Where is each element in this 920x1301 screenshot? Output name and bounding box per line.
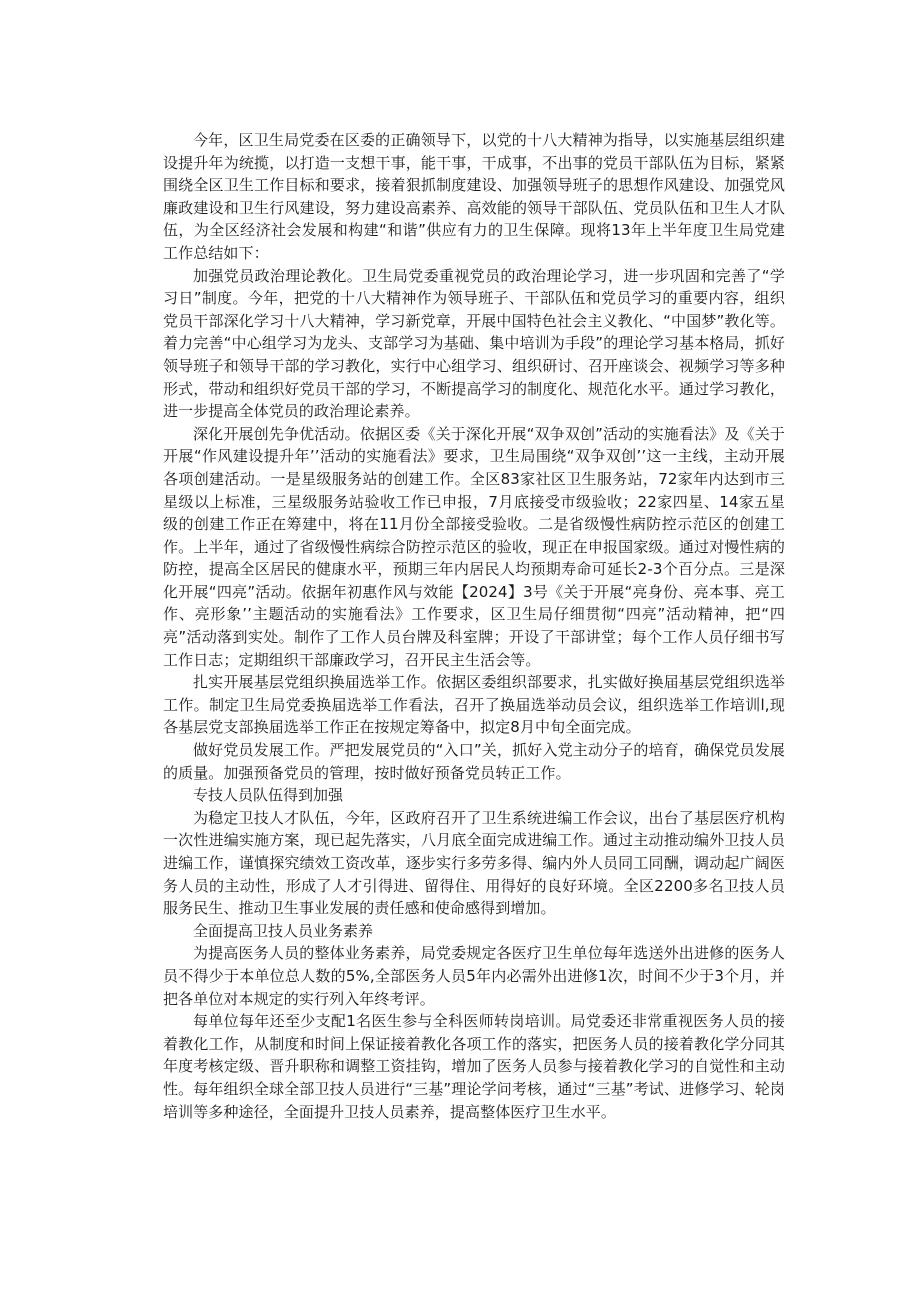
section-heading-quality: 全面提高卫技人员业务素养: [193, 921, 374, 940]
excellence-activity-paragraph: 深化开展创先争优活动。依据区委《关于深化开展“双争双创”活动的实施看法》及《关于开展“作风建设提升年’’活动的实施看法》要求，卫生局围绕“双争双创’’这一主线，主动开展各项创建活动。一是星级服务站的创建工作。全区83家社区卫生服务站，72家年内达到市三星级以上标准，三星级服务站验收工作已申报，7月底接受市级验收；22家四星、14家五星级的创建工作正在筹建中，将在11月份全部接受验收。二是省级慢性病防控示范区的创建工作。上半年，通过了省级慢性病综合防控示范区的验收，现正在申报国家级。通过对慢性病的防控，提高全区居民的健康水平，预期三年内居民人均预期寿命可延长2-3个百分点。三是深化开展“四亮”活动。依据年初惠作风与效能【2024】3号《关于开展“亮身份、亮本事、亮工作、亮形象’’主题活动的实施看法》工作要求，区卫生局仔细贯彻“四亮”活动精神，把“四亮”活动落到实处。制作了工作人员台牌及科室牌；开设了干部讲堂；每个工作人员仔细书写工作日志；定期组织干部廉政学习，召开民主生活会等。: [163, 424, 785, 669]
staff-paragraph: 为稳定卫技人才队伍，今年，区政府召开了卫生系统进编工作会议，出台了基层医疗机构一次性进编实施方案，现已起先落实，八月底全面完成进编工作。通过主动推动编外卫技人员进编工作，谨慎探究绩效工资改革，逐步实行多劳多得、编内外人员同工同酬，调动起广阔医务人员的主动性，形成了人才引得进、留得住、用得好的良好环境。全区2200多名卫技人员服务民生、推动卫生事业发展的责任感和使命感得到增加。: [163, 808, 785, 918]
intro-paragraph: 今年，区卫生局党委在区委的正确领导下，以党的十八大精神为指导，以实施基层组织建设提升年为统揽，以打造一支想干事，能干事，干成事，不出事的党员干部队伍为目标，紧紧围绕全区卫生工作目标和要求，接着狠抓制度建设、加强领导班子的思想作风建设、加强党风廉政建设和卫生行风建设，努力建设高素养、高效能的领导干部队伍、党员队伍和卫生人才队伍，为全区经济社会发展和构建“和谐”供应有力的卫生保障。现将13年上半年度卫生局党建工作总结如下：: [163, 131, 785, 262]
member-development-paragraph: 做好党员发展工作。严把发展党员的“入口”关，抓好入党主动分子的培育，确保党员发展的质量。加强预备党员的管理，按时做好预备党员转正工作。: [163, 741, 785, 782]
theory-education-paragraph: 加强党员政治理论教化。卫生局党委重视党员的政治理论学习，进一步巩固和完善了“学习日”制度。今年，把党的十八大精神作为领导班子、干部队伍和党员学习的重要内容，组织党员干部深化学习十八大精神，学习新党章，开展中国特色社会主义教化、“中国梦”教化等。着力完善“中心组学习为龙头、支部学习为基础、集中培训为手段”的理论学习基本格局，抓好领导班子和领导干部的学习教化，实行中心组学习、组织研讨、召开座谈会、视频学习等多种形式，带动和组织好党员干部的学习，不断提高学习的制度化、规范化水平。通过学习教化，进一步提高全体党员的政治理论素养。: [163, 266, 785, 421]
document-body: [163, 129, 785, 1123]
section-heading-staff: 专技人员队伍得到加强: [193, 786, 344, 805]
continuing-education-paragraph: 每单位每年还至少支配1名医生参与全科医师转岗培训。局党委还非常重视医务人员的接着教化工作，从制度和时间上保证接着教化各项工作的落实，把医务人员的接着教化学分同其年度考核定级、晋升职称和调整工资挂钩，增加了医务人员参与接着教化学习的自觉性和主动性。每年组织全球全部卫技人员进行“三基”理论学问考核，通过“三基”考试、进修学习、轮岗培训等多种途径，全面提升卫技人员素养，提高整体医疗卫生水平。: [163, 1012, 785, 1121]
election-work-paragraph: 扎实开展基层党组织换届选举工作。依据区委组织部要求，扎实做好换届基层党组织选举工作。制定卫生局党委换届选举工作看法，召开了换届选举动员会议，组织选举工作培训l,现各基层党支部换届选举工作正在按规定筹备中，拟定8月中旬全面完成。: [163, 673, 785, 737]
training-paragraph: 为提高医务人员的整体业务素养，局党委规定各医疗卫生单位每年选送外出进修的医务人员不得少于本单位总人数的5%,全部医务人员5年内必需外出进修1次，时间不少于3个月，并把各单位对本规定的实行列入年终考评。: [163, 944, 785, 1008]
